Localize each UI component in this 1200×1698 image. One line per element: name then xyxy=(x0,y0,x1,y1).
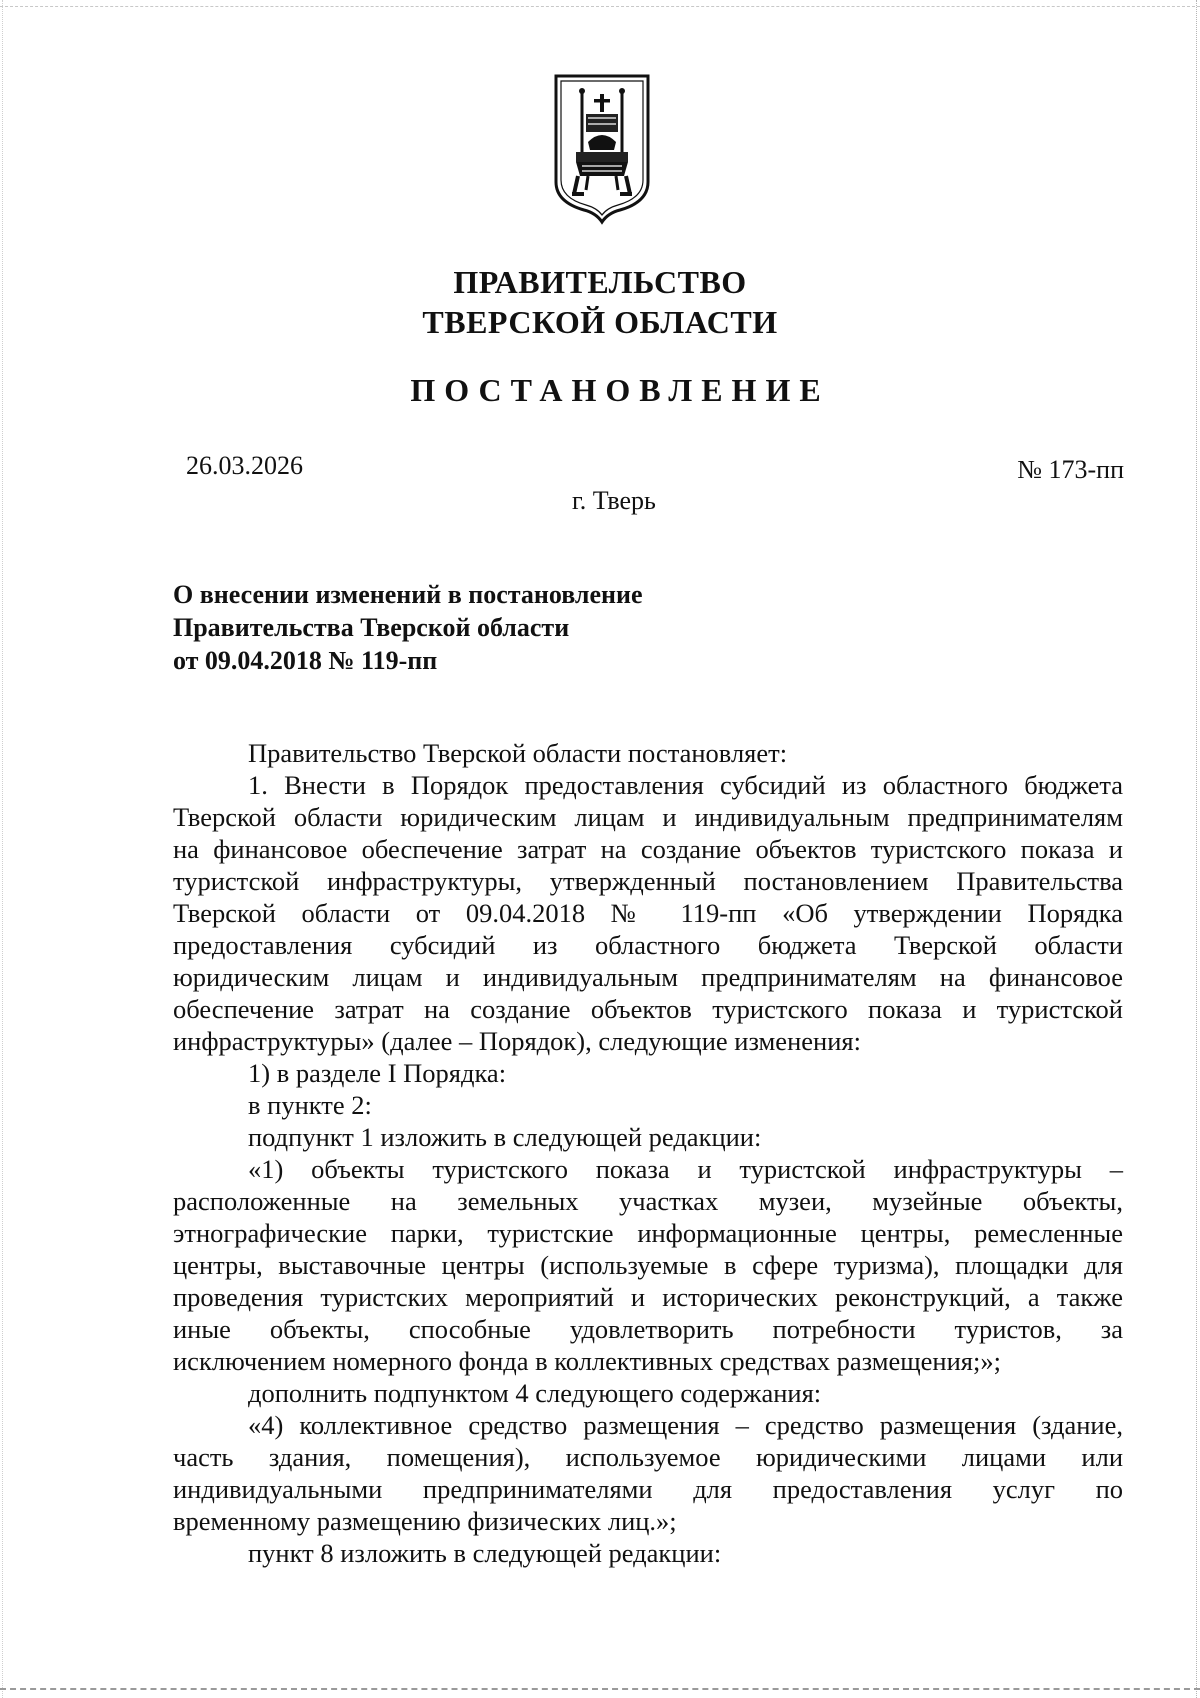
scan-edge-bottom xyxy=(0,1688,1200,1690)
body-line: центры, выставочные центры (используемые в сфере туризма), площадки для xyxy=(173,1250,1123,1280)
body-line: этнографические парки, туристские информационные центры, ремесленные xyxy=(173,1218,1123,1248)
body-line: расположенные на земельных участках музеи, музейные объекты, xyxy=(173,1186,1123,1216)
org-line-2: ТВЕРСКОЙ ОБЛАСТИ xyxy=(422,304,778,340)
body-line: Тверской области юридическим лицам и индивидуальным предпринимателям xyxy=(173,802,1123,832)
document-subject xyxy=(173,578,893,677)
subject-line-2: Правительства Тверской области xyxy=(173,613,570,642)
body-line: 1) в разделе I Порядка: xyxy=(248,1058,507,1088)
subject-line-3: от 09.04.2018 № 119-пп xyxy=(173,646,438,675)
body-line: в пункте 2: xyxy=(248,1090,372,1120)
body-line: исключением номерного фонда в коллективных средствах размещения;»; xyxy=(173,1346,1001,1376)
body-line: юридическим лицам и индивидуальным предпринимателям на финансовое xyxy=(173,962,1123,992)
subject-line-1: О внесении изменений в постановление xyxy=(173,580,643,609)
body-line: Правительство Тверской области постановляет: xyxy=(248,738,788,768)
body-line: часть здания, помещения), используемое юридическими лицами или xyxy=(173,1442,1123,1472)
body-line: пункт 8 изложить в следующей редакции: xyxy=(248,1538,722,1568)
document-number: № 173-пп xyxy=(1017,455,1124,484)
body-line: туристской инфраструктуры, утвержденный постановлением Правительства xyxy=(173,866,1123,896)
body-line: дополнить подпунктом 4 следующего содержания: xyxy=(248,1378,822,1408)
body-line: обеспечение затрат на создание объектов туристского показа и туристской xyxy=(173,994,1123,1024)
body-line: на финансовое обеспечение затрат на создание объектов туристского показа и xyxy=(173,834,1123,864)
document-type: ПОСТАНОВЛЕНИЕ xyxy=(410,372,830,408)
organization-title xyxy=(300,262,900,342)
body-line: временному размещению физических лиц.»; xyxy=(173,1506,677,1536)
body-line: иные объекты, способные удовлетворить потребности туристов, за xyxy=(173,1314,1123,1344)
org-line-1: ПРАВИТЕЛЬСТВО xyxy=(453,264,747,300)
body-line: предоставления субсидий из областного бюджета Тверской области xyxy=(173,930,1123,960)
body-line: проведения туристских мероприятий и исторических реконструкций, а также xyxy=(173,1282,1123,1312)
body-line: индивидуальными предпринимателями для предоставления услуг по xyxy=(173,1474,1123,1504)
scan-edge-right xyxy=(1196,0,1197,1698)
scan-edge-top xyxy=(0,6,1200,7)
body-line: «4) коллективное средство размещения – средство размещения (здание, xyxy=(248,1410,1123,1440)
document-body xyxy=(173,737,1123,1569)
body-line: подпункт 1 изложить в следующей редакции: xyxy=(248,1122,762,1152)
document-date: 26.03.2026 xyxy=(186,451,303,480)
body-line: «1) объекты туристского показа и туристской инфраструктуры – xyxy=(248,1154,1123,1184)
tver-coat-of-arms-icon xyxy=(552,72,652,228)
scan-edge-left xyxy=(2,0,3,1698)
body-line: Тверской области от 09.04.2018 № 119-пп «Об утверждении Порядка xyxy=(173,898,1123,928)
document-city: г. Тверь xyxy=(572,486,656,515)
body-line: 1. Внести в Порядок предоставления субсидий из областного бюджета xyxy=(248,770,1123,800)
body-line: инфраструктуры» (далее – Порядок), следующие изменения: xyxy=(173,1026,861,1056)
